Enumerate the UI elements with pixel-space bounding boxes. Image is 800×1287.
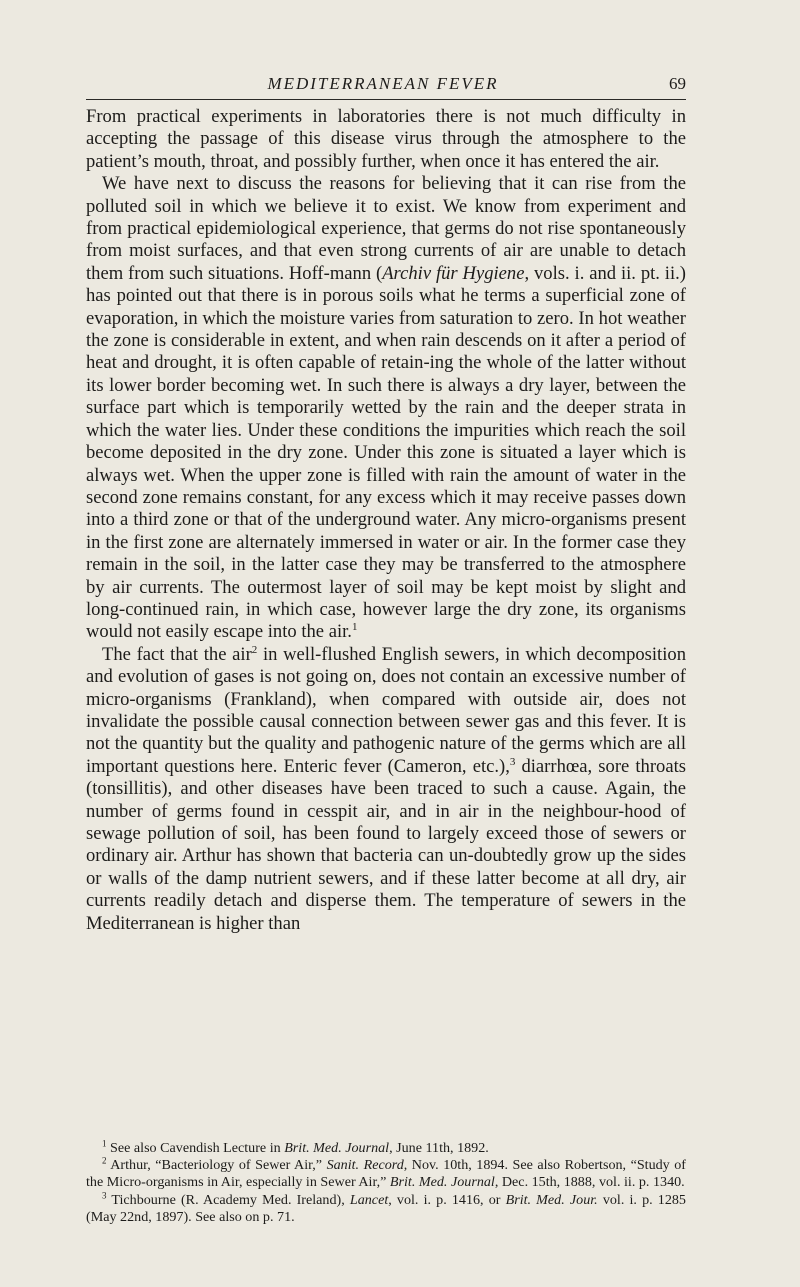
paragraph-text: diarrhœa, sore throats (tonsillitis), and other diseases have been traced to such a cause. Again, the number of germs found in cesspit air, and in air in the neighbour-hood of sewage pollution of soil, has been found to largely exceed those of sewers or ordinary air. Arthur has shown that bacteria can un-doubtedly grow up the sides or walls of the damp nutrient sewers, and if these latter become at all dry, air currents readily detach and disperse them. The temperature of sewers in the Mediterranean is higher than — [86, 755, 686, 934]
footnote — [86, 1189, 686, 1226]
footnote-text: vol. i. p. 1285 (May 22nd, 1897). See also on p. 71. — [86, 1191, 686, 1225]
paragraph — [86, 644, 686, 935]
footnote-text: , vol. i. p. 1416, or — [388, 1191, 506, 1208]
page-header — [80, 72, 686, 100]
paragraph — [86, 106, 686, 173]
paragraph-text: in well-flushed English sewers, in which decomposition and evolution of gases is not going on, does not contain an excessive number of micro-organisms (Frankland), when compared with outside air, does not invalidate the possible causal connection between sewer gas and this fever. It is not the quantity but the quality and pathogenic nature of the germs which are all important questions here. Enteric fever (Cameron, etc.), — [86, 643, 686, 777]
italic-title: Brit. Med. Journal — [389, 1174, 495, 1191]
footnote-text: , Nov. 10th, 1894. See also Robertson, “Study of the Micro-organisms in Air, especially in Sewer Air,” — [86, 1157, 686, 1191]
italic-title: Sanit. Record — [326, 1157, 404, 1174]
paragraph-text: The fact that the air — [102, 643, 252, 665]
italic-title: Lancet — [349, 1191, 389, 1208]
footnote-text: Tichbourne (R. Academy Med. Ireland), — [106, 1191, 350, 1208]
italic-title: Archiv für Hygiene — [382, 262, 525, 284]
paragraph-text: From practical experiments in laboratories there is not much difficulty in accepting the passage of this disease virus through the atmosphere to the patient’s mouth, throat, and possibly further, when once it has entered the air. — [86, 106, 686, 172]
footnote-text: , Dec. 15th, 1888, vol. ii. p. 1340. — [494, 1174, 685, 1191]
footnote-text: Arthur, “Bacteriology of Sewer Air,” — [106, 1157, 327, 1174]
paragraph — [86, 173, 686, 644]
footnote-marker: 1 — [351, 621, 358, 634]
footnote-marker: 3 — [102, 1189, 107, 1200]
body-text — [86, 106, 686, 935]
footnote-marker: 3 — [509, 755, 516, 768]
footnote — [86, 1157, 686, 1191]
page-number: 69 — [669, 74, 686, 93]
running-head: MEDITERRANEAN FEVER — [267, 74, 499, 93]
footnote-marker: 2 — [251, 643, 258, 656]
footnote-text: , June 11th, 1892. — [389, 1140, 489, 1156]
paragraph-text: We have next to discuss the reasons for believing that it can rise from the polluted soil in which we believe it to exist. We know from experiment and from practical epidemiological experience, that germs do not rise spontaneously from moist surfaces, and that even strong currents of air are unable to detach them from such situations. Hoff-mann ( — [86, 173, 686, 284]
footnote-text: See also Cavendish Lecture in — [106, 1140, 285, 1156]
italic-title: Brit. Med. Journal — [284, 1140, 390, 1156]
footnote — [86, 1140, 686, 1157]
footnote-marker: 1 — [102, 1138, 107, 1149]
footnotes — [86, 1140, 686, 1226]
italic-title: Brit. Med. Jour. — [505, 1191, 598, 1208]
paragraph-text: , vols. i. and ii. pt. ii.) has pointed out that there is in porous soils what he terms a superficial zone of evaporation, in which the moisture varies from saturation to zero. In hot weather the zone is considerable in extent, and when rain descends on it after a period of heat and drought, it is often capable of retain-ing the whole of the latter without its lower border becoming wet. In such there is always a dry layer, between the surface part which is temporarily wetted by the rain and the deeper strata in which the water lies. Under these conditions the impurities which reach the soil become deposited in the dry zone. Under this zone is situated a layer which is always wet. When the upper zone is filled with rain the amount of water in the second zone remains constant, for any excess which it may receive passes down into a third zone or that of the underground water. Any micro-organisms present in the first zone are alternately immersed in water or air. In the former case they remain in the soil, in the latter case they may be transferred to the atmosphere by air currents. The outermost layer of soil may be kept moist by slight and long-continued rain, in which case, however large the dry zone, its organisms would not easily escape into the air. — [86, 262, 686, 643]
footnote-marker: 2 — [102, 1155, 107, 1166]
header-rule — [86, 99, 686, 100]
